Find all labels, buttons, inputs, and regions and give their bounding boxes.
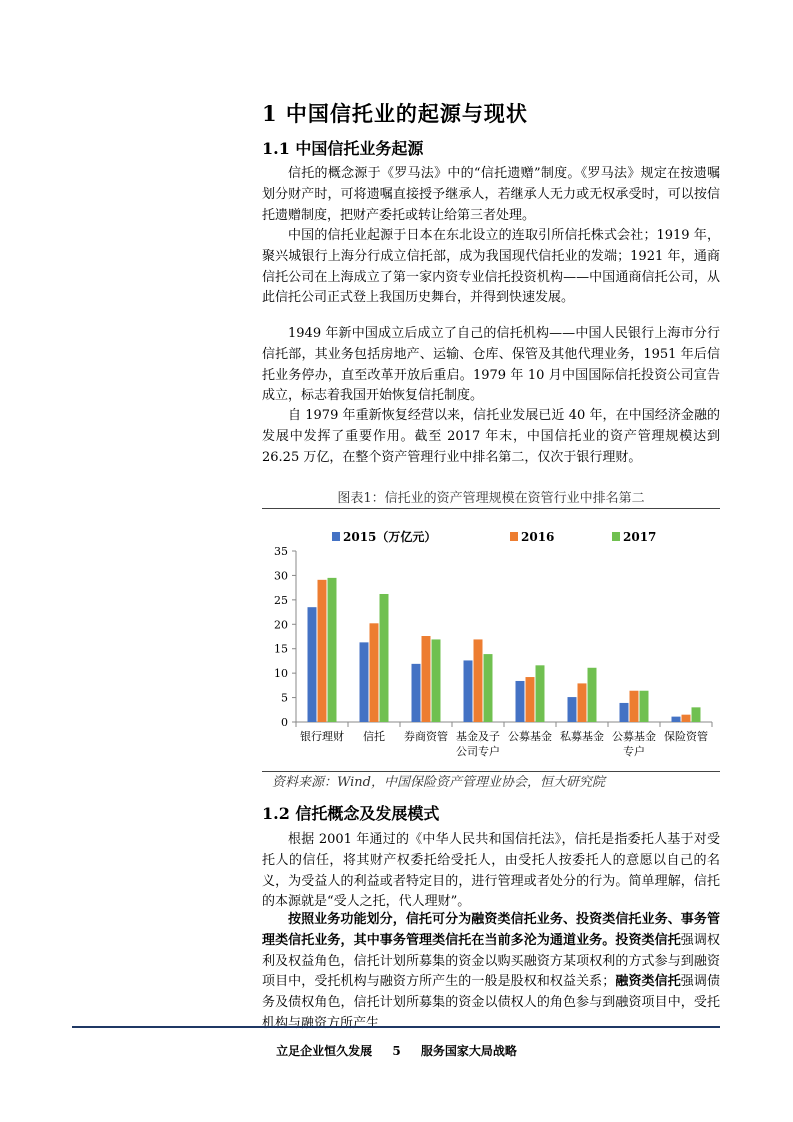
legend-label: 2015（万亿元） <box>343 530 437 544</box>
bar-2-3 <box>484 654 493 722</box>
bar-2-1 <box>380 594 389 722</box>
x-tick-label: 私募基金 <box>560 730 604 743</box>
chart-legend <box>332 529 656 544</box>
y-tick-label: 35 <box>274 545 288 558</box>
x-tick-label: 基金及子 <box>456 730 500 743</box>
bar-2-4 <box>536 665 545 722</box>
bar-0-7 <box>672 717 681 722</box>
x-tick-label: 公募基金 <box>612 730 656 743</box>
paragraph-business-types <box>262 910 720 1035</box>
footer-left-slogan: 立足企业恒久发展 <box>276 1044 373 1058</box>
footer-divider <box>72 1026 720 1028</box>
bold-text: 按照业务功能划分，信托可分为融资类信托业务、投资类信托业务、事务管理类信托业务，其中事务管理类信托在当前多沦为通道业务。投资类信托 <box>262 912 720 948</box>
bar-chart <box>262 512 720 770</box>
bar-0-4 <box>516 681 525 722</box>
bar-2-2 <box>432 639 441 722</box>
y-tick-label: 5 <box>281 691 288 705</box>
legend-swatch <box>612 532 620 541</box>
bar-1-2 <box>422 636 431 722</box>
y-tick-label: 15 <box>274 642 288 656</box>
paragraph: 自 1979 年重新恢复经营以来，信托业发展已近 40 年，在中国经济金融的发展中发挥了重要作用。截至 2017 年末，中国信托业的资产管理规模达到 26.25 万亿，在整个资产管理行业中排名第二，仅次于银行理财。 <box>262 408 720 465</box>
bar-0-1 <box>360 642 369 722</box>
figure-source: 资料来源：Wind，中国保险资产管理业协会，恒大研究院 <box>272 775 605 790</box>
bar-2-5 <box>588 668 597 722</box>
page-number: 5 <box>392 1044 401 1058</box>
bar-1-5 <box>578 683 587 722</box>
y-tick-label: 30 <box>274 569 288 583</box>
paragraph: 信托的概念源于《罗马法》中的“信托遗赠”制度。《罗马法》规定在按遗嘱划分财产时，可将遗嘱直接授予继承人，若继承人无力或无权承受时，可以按信托遗赠制度，把财产委托或转让给第三者处理。 <box>262 166 720 223</box>
bar-2-0 <box>328 578 337 722</box>
x-tick-label: 公募基金 <box>508 730 552 743</box>
figure-top-rule <box>262 508 720 509</box>
legend-label: 2017 <box>623 530 657 544</box>
y-tick-label: 0 <box>281 716 288 729</box>
legend-swatch <box>332 532 340 541</box>
body-text: 强调债务及债权角色，信托计划所募集的资金以债权人的角色参与到融资项目中，受托机构与融资方所产生 <box>262 974 720 1031</box>
bold-text: 融资类信托 <box>615 974 681 990</box>
page-footer <box>0 1042 793 1059</box>
bar-1-3 <box>474 639 483 722</box>
y-tick-label: 10 <box>274 667 288 681</box>
bar-1-7 <box>682 715 691 722</box>
x-tick-label: 券商资管 <box>404 730 448 743</box>
section-title: 1 中国信托业的起源与现状 <box>262 101 528 126</box>
figure-caption: 图表1：信托业的资产管理规模在资管行业中排名第二 <box>337 491 645 506</box>
bar-0-3 <box>464 660 473 722</box>
legend-swatch <box>510 532 518 541</box>
subsection-title-origin: 1.1 中国信托业务起源 <box>262 139 424 158</box>
bar-2-6 <box>640 691 649 722</box>
bar-1-0 <box>318 580 327 722</box>
bar-0-2 <box>412 664 421 722</box>
footer-right-slogan: 服务国家大局战略 <box>420 1044 517 1058</box>
body-text: 强调权利及权益角色，信托计划所募集的资金以购买融资方某项权利的方式参与到融资项目中，受托机构与融资方所产生的一般是股权和权益关系； <box>262 932 720 990</box>
paragraph: 1949 年新中国成立后成立了自己的信托机构——中国人民银行上海市分行信托部，其业务包括房地产、运输、仓库、保管及其他代理业务，1951 年后信托业务停办，直至改革开放后重启。1979 年 10 月中国国际信托投资公司宣告成立，标志着我国开始恢复信托制度。 <box>262 326 720 404</box>
bar-1-4 <box>526 677 535 722</box>
bar-2-7 <box>692 707 701 722</box>
bar-1-1 <box>370 623 379 722</box>
bar-1-6 <box>630 691 639 722</box>
chart-bars <box>308 578 701 722</box>
bar-0-6 <box>620 703 629 722</box>
legend-label: 2016 <box>521 530 555 544</box>
x-tick-label: 专户 <box>623 745 645 758</box>
paragraph: 根据 2001 年通过的《中华人民共和国信托法》，信托是指委托人基于对受托人的信任，将其财产权委托给受托人，由受托人按委托人的意愿以自己的名义，为受益人的利益或者特定目的，进行管理或者处分的行为。简单理解，信托的本源就是“受人之托，代人理财”。 <box>262 832 720 910</box>
subsection-title-concept: 1.2 信托概念及发展模式 <box>262 804 440 823</box>
y-tick-label: 20 <box>274 618 288 632</box>
x-tick-label: 保险资管 <box>664 730 708 743</box>
x-tick-label: 公司专户 <box>456 745 500 758</box>
bar-0-5 <box>568 697 577 722</box>
x-tick-label: 银行理财 <box>300 730 344 743</box>
chart-x-labels <box>300 729 708 758</box>
paragraph: 中国的信托业起源于日本在东北设立的连取引所信托株式会社；1919 年，聚兴城银行上海分行成立信托部，成为我国现代信托业的发端；1921 年，通商信托公司在上海成立了第一家内资专业信托投资机构——中国通商信托公司，从此信托公司正式登上我国历史舞台，并得到快速发展。 <box>262 228 720 306</box>
bar-0-0 <box>308 607 317 722</box>
y-tick-label: 25 <box>274 593 288 607</box>
x-tick-label: 信托 <box>363 730 385 743</box>
